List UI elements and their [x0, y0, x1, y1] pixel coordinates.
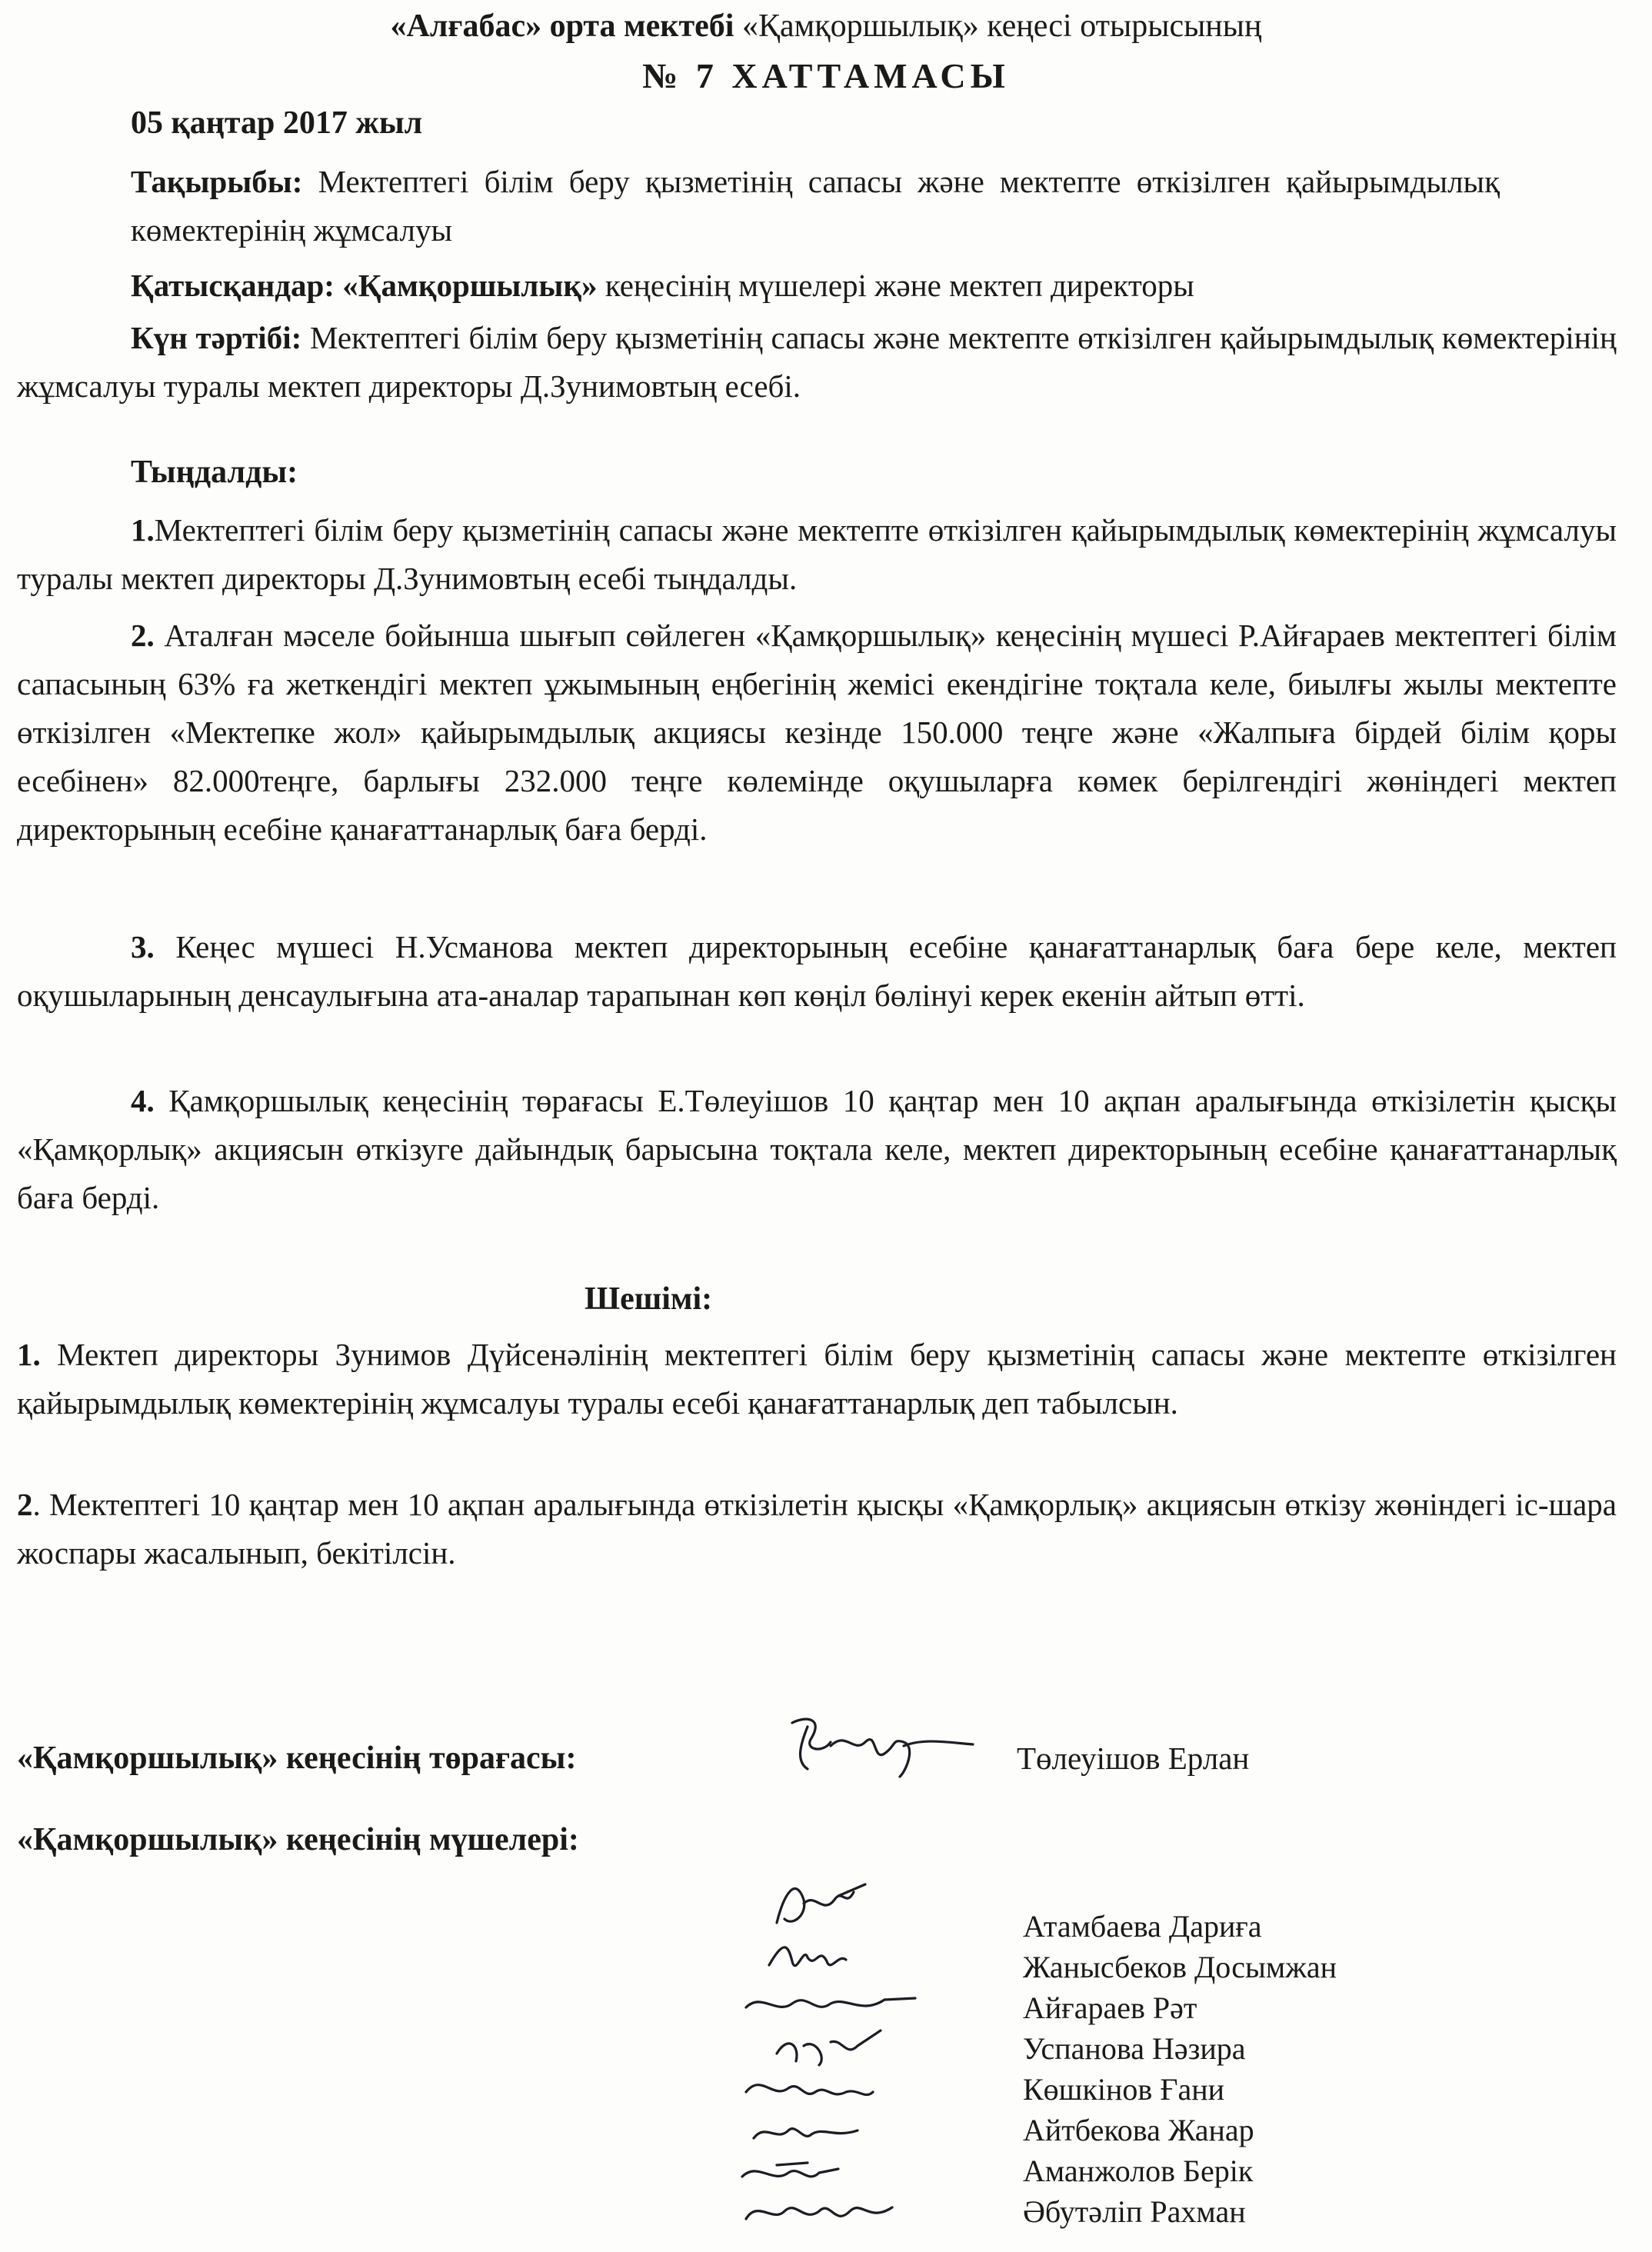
heard-item-text: Қамқоршылық кеңесінің төрағасы Е.Төлеуішов 10 қаңтар мен 10 ақпан аралығында өткізілетін қысқы «Қамқорлық» акциясын өткізуге дайындық барысына тоқтала келе, мектеп директорының есебіне қанағаттанарлық баға берді.	[17, 1083, 1617, 1215]
decision-item-text: . Мектептегі 10 қаңтар мен 10 ақпан аралығында өткізілетін қысқы «Қамқорлық» акциясын өткізу жөніндегі іс-шара жоспары жасалынып, бекітілсін.	[17, 1487, 1617, 1571]
chair-name: Төлеуішов Ерлан	[1017, 1741, 1250, 1776]
heard-item-text: Аталған мәселе бойынша шығып сөйлеген «Қамқоршылық» кеңесінің мүшесі Р.Айғараев мектептегі білім сапасының 63% ға жеткендігі мектеп ұжымының еңбегінің жемісі екендігіне тоқтала келе, биылғы жылы мектепте өткізілген «Мектепке жол» қайырымдылық акциясы кезінде 150.000 теңге және «Жалпыға бірдей білім қоры есебінен» 82.000теңге, барлығы 232.000 теңге көлемінде оқушыларға көмек берілгендігі жөніндегі мектеп директорының есебіне қанағаттанарлық баға берді.	[17, 618, 1617, 847]
decision-item-text: Мектеп директоры Зунимов Дүйсенәлінің мектептегі білім беру қызметінің сапасы және мектепте өткізілген қайырымдылық көмектерінің жұмсалуы туралы есебі қанағаттанарлық деп табылсын.	[17, 1337, 1617, 1421]
decision-heading: Шешімі:	[585, 1281, 713, 1317]
heard-item-text: Мектептегі білім беру қызметінің сапасы және мектепте өткізілген қайырымдылық көмектерінің жұмсалуы туралы мектеп директоры Д.Зунимовтың есебі тыңдалды.	[17, 512, 1617, 596]
heard-item-number: 4.	[131, 1083, 155, 1118]
agenda-text: Мектептегі білім беру қызметінің сапасы және мектепте өткізілген қайырымдылық көмектерінің жұмсалуы туралы мектеп директоры Д.Зунимовтың есебі.	[17, 320, 1617, 404]
agenda-block	[17, 314, 1617, 411]
council-meeting-label: «Қамқоршылық» кеңесі отырысының	[734, 8, 1262, 44]
member-name: Атамбаева Дариға	[1023, 1909, 1262, 1944]
organization-line	[0, 8, 1652, 45]
organization-name: «Алғабас» орта мектебі	[390, 8, 734, 44]
members-list	[1023, 1906, 1337, 2232]
decision-item-number: 2	[17, 1487, 33, 1522]
member-name: Жанысбеков Досымжан	[1023, 1950, 1337, 1984]
heard-item-number: 1.	[131, 512, 155, 548]
topic-label: Тақырыбы:	[131, 164, 303, 199]
heard-item-number: 2.	[131, 618, 155, 653]
member-name: Айтбекова Жанар	[1023, 2113, 1254, 2147]
participants-label: Қатысқандар: «Қамқоршылық»	[131, 268, 598, 303]
members-signatures	[731, 1861, 954, 2234]
decision-item-number: 1.	[17, 1337, 41, 1372]
topic-text: Мектептегі білім беру қызметінің сапасы және мектепте өткізілген қайырымдылық көмектерінің жұмсалуы	[131, 164, 1500, 248]
member-name: Успанова Нәзира	[1023, 2031, 1246, 2066]
member-name: Аманжолов Берік	[1023, 2154, 1254, 2188]
agenda-label: Күн тәртібі:	[131, 320, 302, 355]
chair-label: «Қамқоршылық» кеңесінің төрағасы:	[17, 1741, 577, 1776]
heard-item-number: 3.	[131, 929, 155, 964]
heard-item	[17, 923, 1617, 1020]
member-name: Айғараев Рәт	[1023, 1990, 1197, 2025]
members-label: «Қамқоршылық» кеңесінің мүшелері:	[17, 1822, 579, 1857]
topic-block	[131, 158, 1500, 255]
member-name: Әбутәліп Рахман	[1023, 2194, 1246, 2229]
heard-item	[17, 506, 1617, 603]
heard-item-text: Кеңес мүшесі Н.Усманова мектеп директорының есебіне қанағаттанарлық баға бере келе, мектеп оқушыларының денсаулығына ата-аналар тарапынан көп көңіл бөлінуі керек екенін айтып өтті.	[17, 929, 1617, 1013]
protocol-date: 05 қаңтар 2017 жыл	[131, 105, 423, 141]
heard-heading: Тыңдалды:	[131, 455, 298, 490]
participants-text: кеңесінің мүшелері және мектеп директоры	[597, 268, 1194, 303]
chair-signature	[777, 1707, 977, 1788]
heard-item	[17, 1077, 1617, 1222]
heard-item	[17, 611, 1617, 854]
protocol-number: № 7 ХАТТАМАСЫ	[642, 56, 1010, 95]
participants-block	[131, 262, 1592, 310]
decision-item	[17, 1481, 1617, 1577]
decision-item	[17, 1331, 1617, 1427]
member-name: Көшкінов Ғани	[1023, 2072, 1225, 2107]
